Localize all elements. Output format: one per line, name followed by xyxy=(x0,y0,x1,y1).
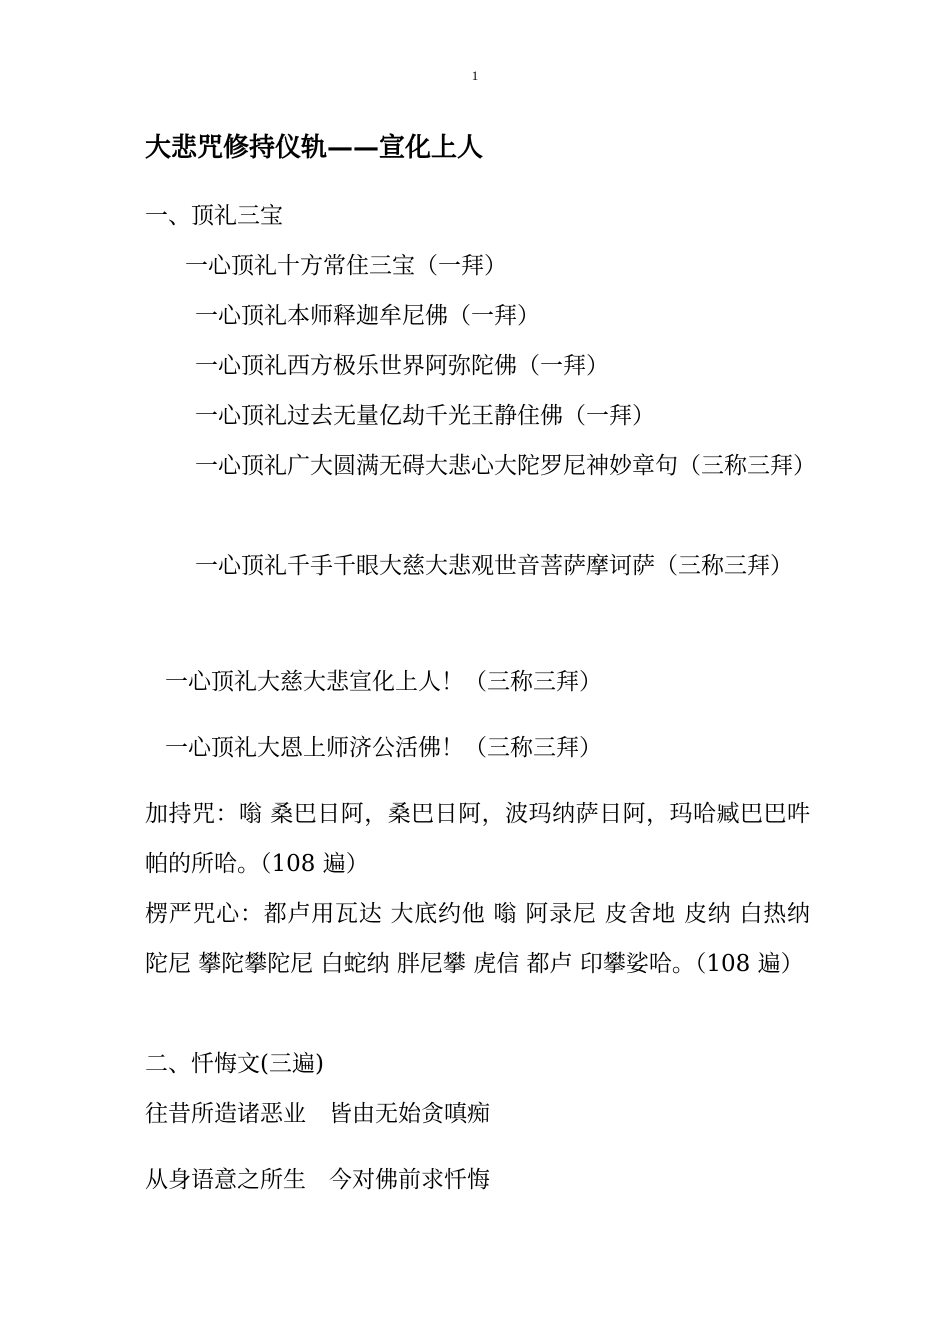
prostration-line-6: 一心顶礼千手千眼大慈大悲观世音菩萨摩诃萨（三称三拜） xyxy=(195,553,793,579)
prostration-line-1: 一心顶礼十方常住三宝（一拜） xyxy=(185,253,507,279)
prostration-line-3: 一心顶礼西方极乐世界阿弥陀佛（一拜） xyxy=(195,353,609,379)
shurangama-mantra-heart: 楞严咒心：都卢用瓦达 大底约他 嗡 阿录尼 皮舍地 皮纳 白热纳 陀尼 攀陀攀陀尼 白蛇纳 胖尼攀 虎信 都卢 印攀娑哈。（108 遍） xyxy=(145,901,810,977)
document-title: 大悲咒修持仪轨——宣化上人 xyxy=(145,133,484,163)
page-number: 1 xyxy=(471,68,479,83)
prostration-line-2: 一心顶礼本师释迦牟尼佛（一拜） xyxy=(195,303,540,329)
empowerment-mantra: 加持咒：嗡 桑巴日阿，桑巴日阿，波玛纳萨日阿，玛哈臧巴巴吽帕的所哈。（108 遍） xyxy=(145,801,810,877)
repentance-line-1: 往昔所造诸恶业 皆由无始贪嗔痴 xyxy=(145,1101,490,1127)
prostration-line-5: 一心顶礼广大圆满无碍大悲心大陀罗尼神妙章句（三称三拜） xyxy=(195,453,816,479)
section-heading-1: 一、顶礼三宝 xyxy=(145,203,283,229)
repentance-line-2: 从身语意之所生 今对佛前求忏悔 xyxy=(145,1167,490,1193)
prostration-line-4: 一心顶礼过去无量亿劫千光王静住佛（一拜） xyxy=(195,403,655,429)
prostration-line-8: 一心顶礼大恩上师济公活佛！（三称三拜） xyxy=(165,735,602,761)
prostration-line-7: 一心顶礼大慈大悲宣化上人！（三称三拜） xyxy=(165,669,602,695)
section-heading-2: 二、忏悔文(三遍) xyxy=(145,1051,324,1077)
